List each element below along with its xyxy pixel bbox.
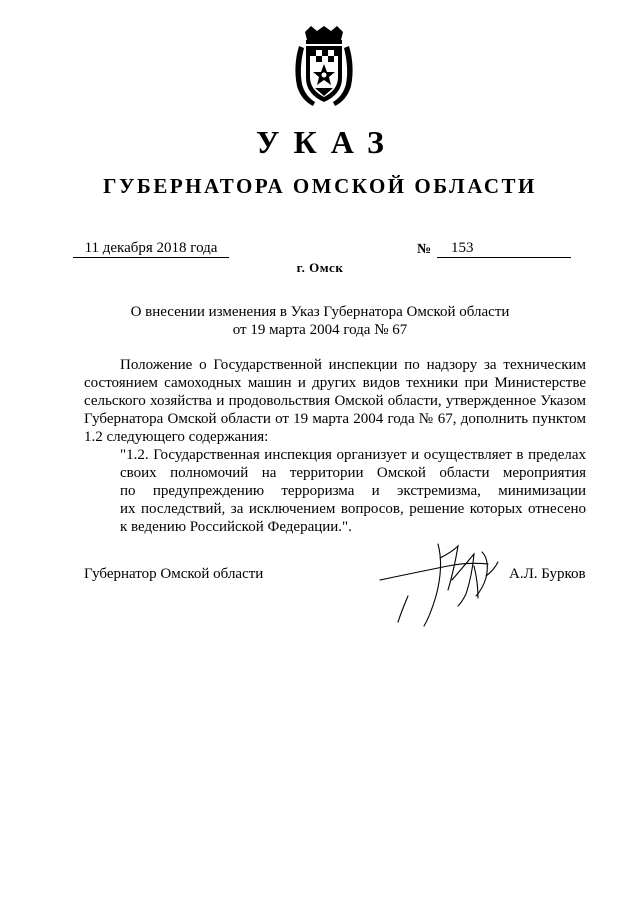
quote-line: "1.2. Государственная инспекция организует и осуществляет в пределах (120, 447, 586, 463)
quote-line: их последствий, за исключением вопросов, решение которых отнесено (120, 501, 586, 517)
document-subject (100, 303, 540, 339)
quote-line: к ведению Российской Федерации.". (120, 519, 352, 535)
signer-name: А.Л. Бурков (509, 566, 586, 582)
body-paragraph: Положение о Государственной инспекции по надзору за техническим состоянием самоходных машин и других видов техники при Министерстве сельского хозяйства и продовольствия Омской области, утвержденное Указом Губернатора Омской области от 19 марта 2004 года № 67, дополнить пунктом 1.2 следующего содержания: (84, 357, 586, 445)
subject-line-1: О внесении изменения в Указ Губернатора Омской области (130, 304, 510, 320)
quoted-clause (84, 446, 586, 536)
document-date: 11 декабря 2018 года (73, 240, 229, 258)
document-title: УКАЗ (256, 124, 398, 160)
document-number: 153 (437, 240, 571, 258)
quote-line: своих полномочий на территории Омской области мероприятия (120, 465, 586, 481)
subject-line-2: от 19 марта 2004 года № 67 (232, 322, 408, 338)
document-body (84, 356, 586, 536)
coat-of-arms-emblem (291, 26, 357, 108)
document-city: г. Омск (296, 260, 344, 275)
handwritten-signature (378, 536, 518, 632)
document-subtitle: ГУБЕРНАТОРА ОМСКОЙ ОБЛАСТИ (103, 174, 537, 198)
quote-line: по предупреждению терроризма и экстремизма, минимизации (120, 483, 586, 499)
signer-title: Губернатор Омской области (84, 566, 264, 582)
number-sign: № (417, 242, 432, 257)
